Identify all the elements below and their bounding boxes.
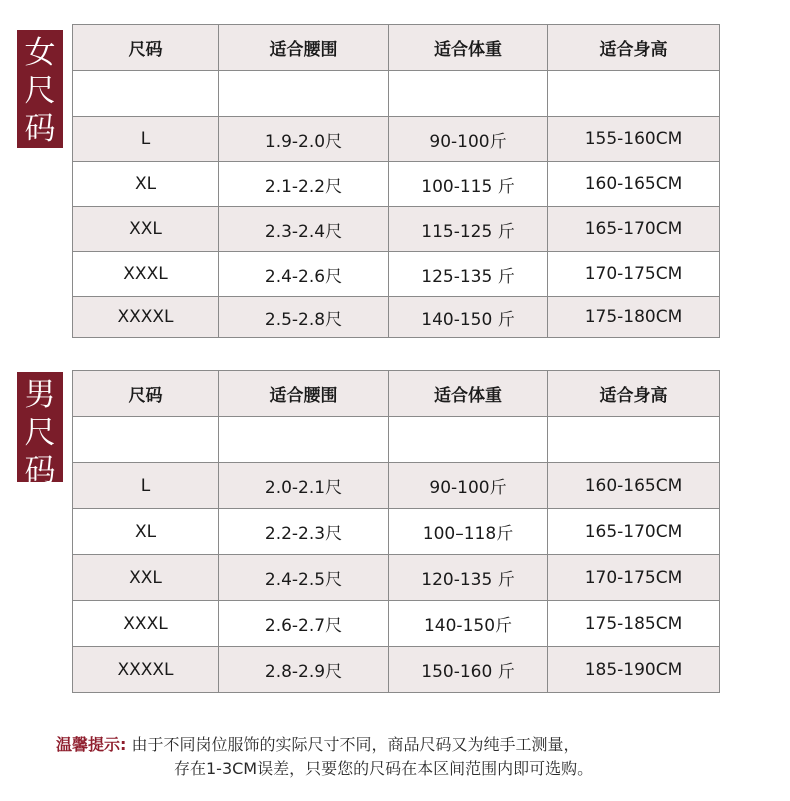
weight-cell: 125-135 斤 xyxy=(389,252,548,297)
size-cell: XXL xyxy=(73,555,219,601)
women-size-label xyxy=(17,30,63,148)
blank-row xyxy=(73,71,720,117)
header-waist: 适合腰围 xyxy=(219,25,389,71)
blank-cell xyxy=(389,71,548,117)
men-label-char: 码 xyxy=(24,453,56,489)
weight-cell: 150-160 斤 xyxy=(389,647,548,693)
women-label-char: 尺 xyxy=(24,73,56,109)
height-cell: 155-160CM xyxy=(548,117,720,162)
height-cell: 175-185CM xyxy=(548,601,720,647)
blank-cell xyxy=(73,417,219,463)
table-row xyxy=(73,117,720,162)
weight-cell: 140-150 斤 xyxy=(389,297,548,338)
waist-cell: 2.1-2.2尺 xyxy=(219,162,389,207)
blank-cell xyxy=(389,417,548,463)
height-cell: 160-165CM xyxy=(548,162,720,207)
men-size-table xyxy=(72,370,720,693)
waist-cell: 2.5-2.8尺 xyxy=(219,297,389,338)
men-label-char: 尺 xyxy=(24,415,56,451)
height-cell: 185-190CM xyxy=(548,647,720,693)
size-cell: XXXL xyxy=(73,252,219,297)
notice-line-2: 存在1-3CM误差，只要您的尺码在本区间范围内即可选购。 xyxy=(174,759,594,778)
table-header-row xyxy=(73,25,720,71)
header-weight: 适合体重 xyxy=(389,25,548,71)
waist-cell: 2.0-2.1尺 xyxy=(219,463,389,509)
waist-cell: 2.4-2.6尺 xyxy=(219,252,389,297)
women-label-char: 码 xyxy=(24,111,56,147)
waist-cell: 1.9-2.0尺 xyxy=(219,117,389,162)
height-cell: 165-170CM xyxy=(548,509,720,555)
blank-cell xyxy=(548,71,720,117)
height-cell: 165-170CM xyxy=(548,207,720,252)
size-cell: XL xyxy=(73,509,219,555)
waist-cell: 2.4-2.5尺 xyxy=(219,555,389,601)
height-cell: 175-180CM xyxy=(548,297,720,338)
header-height: 适合身高 xyxy=(548,25,720,71)
waist-cell: 2.2-2.3尺 xyxy=(219,509,389,555)
weight-cell: 100–118斤 xyxy=(389,509,548,555)
header-waist: 适合腰围 xyxy=(219,371,389,417)
weight-cell: 120-135 斤 xyxy=(389,555,548,601)
women-size-table xyxy=(72,24,720,338)
notice-line-1: 由于不同岗位服饰的实际尺寸不同，商品尺码又为纯手工测量， xyxy=(131,735,580,754)
header-size: 尺码 xyxy=(73,371,219,417)
height-cell: 170-175CM xyxy=(548,555,720,601)
size-cell: XXXXL xyxy=(73,647,219,693)
header-height: 适合身高 xyxy=(548,371,720,417)
waist-cell: 2.6-2.7尺 xyxy=(219,601,389,647)
table-row xyxy=(73,647,720,693)
table-row xyxy=(73,463,720,509)
waist-cell: 2.3-2.4尺 xyxy=(219,207,389,252)
height-cell: 170-175CM xyxy=(548,252,720,297)
size-cell: XXL xyxy=(73,207,219,252)
weight-cell: 90-100斤 xyxy=(389,463,548,509)
weight-cell: 115-125 斤 xyxy=(389,207,548,252)
weight-cell: 140-150斤 xyxy=(389,601,548,647)
table-row xyxy=(73,162,720,207)
notice xyxy=(56,733,786,781)
table-row xyxy=(73,509,720,555)
header-size: 尺码 xyxy=(73,25,219,71)
men-label-char: 男 xyxy=(24,377,56,413)
table-header-row xyxy=(73,371,720,417)
table-row xyxy=(73,555,720,601)
blank-cell xyxy=(219,417,389,463)
size-cell: XL xyxy=(73,162,219,207)
waist-cell: 2.8-2.9尺 xyxy=(219,647,389,693)
blank-cell xyxy=(219,71,389,117)
women-label-char: 女 xyxy=(24,35,56,71)
table-row xyxy=(73,252,720,297)
weight-cell: 90-100斤 xyxy=(389,117,548,162)
table-row xyxy=(73,207,720,252)
blank-cell xyxy=(548,417,720,463)
size-cell: XXXL xyxy=(73,601,219,647)
blank-row xyxy=(73,417,720,463)
weight-cell: 100-115 斤 xyxy=(389,162,548,207)
table-row xyxy=(73,601,720,647)
notice-title: 温馨提示: xyxy=(56,735,127,754)
men-size-label xyxy=(17,372,63,489)
size-cell: XXXXL xyxy=(73,297,219,338)
table-row xyxy=(73,297,720,338)
blank-cell xyxy=(73,71,219,117)
header-weight: 适合体重 xyxy=(389,371,548,417)
height-cell: 160-165CM xyxy=(548,463,720,509)
size-cell: L xyxy=(73,117,219,162)
size-cell: L xyxy=(73,463,219,509)
